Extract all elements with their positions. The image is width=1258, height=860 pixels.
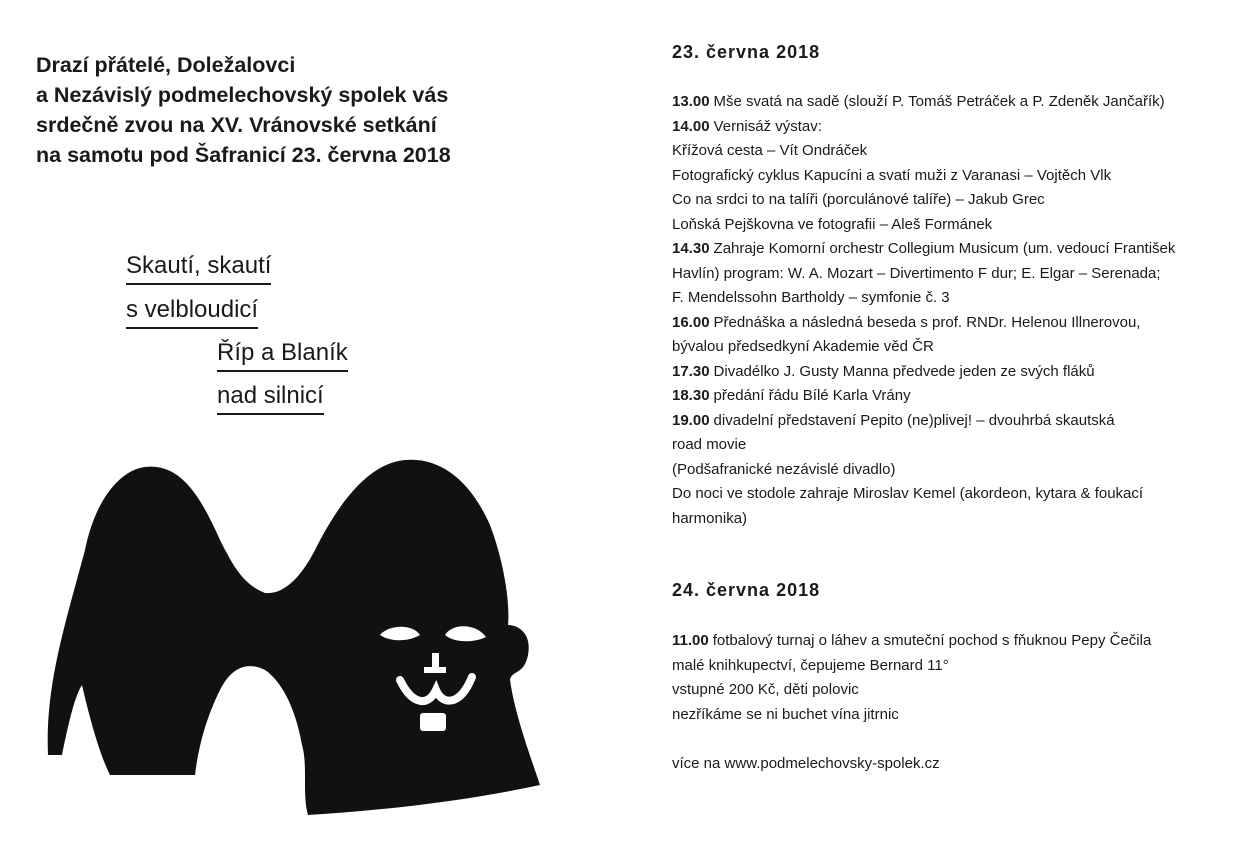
schedule-line [672,262,1247,287]
chin-mark [420,713,446,731]
left-panel [0,0,620,860]
schedule-text: nezříkáme se ni buchet vína jitrnic [672,705,899,723]
schedule-line [672,164,1247,189]
schedule-text: vstupné 200 Kč, děti polovic [672,681,859,698]
schedule-line [672,213,1247,238]
schedule-line [672,482,1247,507]
schedule-time: 14.30 [672,240,710,257]
schedule-time: 18.30 [672,387,710,404]
schedule-line [672,458,1247,483]
nose-bar [424,667,446,673]
footer-website [672,752,1247,777]
schedule-text: Mše svatá na sadě (slouží P. Tomáš Petráček a P. Zdeněk Jančařík) [713,93,1165,110]
schedule-time: 14.00 [672,117,710,135]
schedule-text: divadelní představení Pepito (ne)plivej! – dvouhrbá skautská [713,411,1115,429]
schedule-time: 16.00 [672,313,710,331]
schedule-text: Křížová cesta – Vít Ondráček [672,142,868,159]
schedule-text: Do noci ve stodole zahraje Miroslav Kemel (akordeon, kytara & foukací [672,485,1144,502]
schedule-line [672,237,1247,262]
schedule-line [672,115,1247,140]
schedule-text: Fotografický cyklus Kapucíni a svatí muži z Varanasi – Vojtěch Vlk [672,166,1112,184]
right-panel [672,0,1252,860]
schedule-line [672,678,1247,703]
schedule-text: Zahraje Komorní orchestr Collegium Musicum (um. vedoucí František [713,240,1176,257]
schedule-line [672,507,1247,532]
schedule-text: Přednáška a následná beseda s prof. RNDr. Helenou Illnerovou, [713,313,1141,331]
poem-line: s velbloudicí [126,295,258,329]
schedule-text: Havlín) program: W. A. Mozart – Divertimento F dur; E. Elgar – Serenada; [672,264,1161,282]
poem-line: Skautí, skautí [126,251,271,285]
schedule-line [672,360,1247,385]
schedule-line [672,409,1247,434]
schedule-text: Vernisáž výstav: [713,117,822,135]
schedule-text: F. Mendelssohn Bartholdy – symfonie č. 3 [672,289,950,306]
schedule-text: harmonika) [672,509,748,527]
poem-line: Říp a Blaník [217,338,348,372]
day1-schedule [672,90,1247,531]
invitation-line: na samotu pod Šafranicí 23. června 2018 [36,143,451,167]
camel-face-illustration [40,455,550,815]
schedule-line [672,335,1247,360]
schedule-time: 17.30 [672,362,710,380]
schedule-text: malé knihkupectví, čepujeme Bernard 11° [672,656,949,674]
schedule-line [672,384,1247,409]
schedule-text: (Podšafranické nezávislé divadlo) [672,460,896,478]
day1-date: 23. června 2018 [672,42,821,62]
schedule-text: Divadélko J. Gusty Manna předvede jeden ze svých fláků [713,362,1095,380]
schedule-time: 13.00 [672,93,710,110]
schedule-time: 19.00 [672,411,710,429]
schedule-line [672,703,1247,728]
schedule-text: fotbalový turnaj o láhev a smuteční pochod s fňuknou Pepy Čečila [712,632,1152,649]
schedule-text: road movie [672,436,747,453]
schedule-line [672,629,1247,654]
schedule-text: bývalou předsedkyní Akademie věd ČR [672,338,934,355]
day2-date: 24. června 2018 [672,580,821,600]
invitation-text [36,50,596,170]
invitation-line: srdečně zvou na XV. Vránovské setkání [36,113,437,137]
invitation-line: Drazí přátelé, Doležalovci [36,53,296,77]
schedule-time: 11.00 [672,632,709,649]
schedule-line [672,433,1247,458]
day2-schedule [672,629,1247,727]
schedule-line [672,139,1247,164]
nose-mark [432,653,439,667]
schedule-line [672,188,1247,213]
schedule-line [672,654,1247,679]
schedule-line [672,311,1247,336]
schedule-text: Loňská Pejškovna ve fotografii – Aleš Formánek [672,215,993,233]
schedule-text: Co na srdci to na talíři (porculánové talíře) – Jakub Grec [672,191,1045,208]
poem-line: nad silnicí [217,381,324,415]
schedule-line [672,90,1247,115]
footer-text: více na www.podmelechovsky-spolek.cz [672,755,940,772]
schedule-text: předání řádu Bílé Karla Vrány [713,387,911,404]
schedule-line [672,286,1247,311]
invitation-line: a Nezávislý podmelechovský spolek vás [36,83,449,107]
